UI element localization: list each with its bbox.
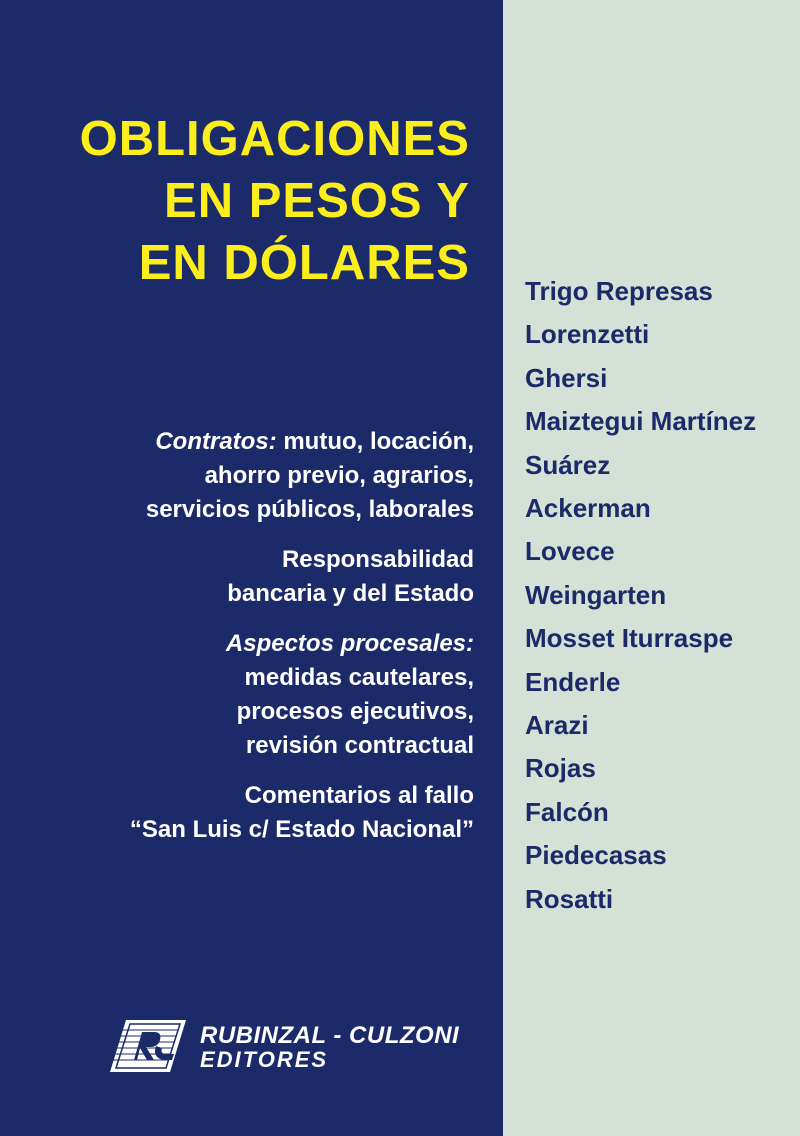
author-name: Weingarten [525,579,667,610]
author-name: Mosset Iturraspe [525,623,734,654]
author-name: Falcón [525,796,609,827]
topic-line: procesos ejecutivos, [236,698,474,725]
topic-contracts [130,425,474,527]
topic-responsibility [130,543,474,611]
author-name: Ackerman [525,493,651,524]
author-name: Rosatti [525,883,614,914]
publisher-subtitle: EDITORES [200,1047,329,1072]
author-name: Maiztegui Martínez [525,406,757,437]
author-name: Piedecasas [525,840,667,871]
title-line: EN PESOS Y [164,174,470,228]
topic-line: bancaria y del Estado [227,580,474,607]
topic-line [130,425,474,459]
topic-line: revisión contractual [245,732,474,759]
author-name: Ghersi [525,362,608,393]
author-name: Enderle [525,666,621,697]
publisher-name: RUBINZAL - CULZONI [200,1022,460,1049]
publisher-block [108,1012,488,1078]
topic-ruling-comments [130,779,474,847]
author-name: Suárez [525,449,611,480]
author-name: Trigo Represas [525,276,713,306]
title-line: OBLIGACIONES [79,112,470,166]
topic-line [130,627,474,661]
rubinzal-culzoni-logo-icon [108,1016,188,1076]
topic-lead: Aspectos procesales: [225,630,474,657]
authors-list [525,270,756,921]
author-name: Arazi [525,710,589,741]
topic-procedural [130,627,474,763]
topic-line: medidas cautelares, [244,664,474,691]
topic-line: servicios públicos, laborales [145,496,474,523]
topics-list [130,425,474,863]
author-name: Rojas [525,753,596,784]
topic-line: ahorro previo, agrarios, [204,462,474,489]
topic-text: mutuo, locación, [276,428,474,455]
topic-line: Comentarios al fallo [244,782,474,809]
author-name: Lorenzetti [525,319,650,350]
author-name: Lovece [525,536,615,567]
topic-line: Responsabilidad [281,546,474,573]
topic-lead: Contratos: [155,428,277,455]
topic-line: “San Luis c/ Estado Nacional” [129,816,474,843]
book-title [80,108,470,294]
title-line: EN DÓLARES [138,236,470,290]
